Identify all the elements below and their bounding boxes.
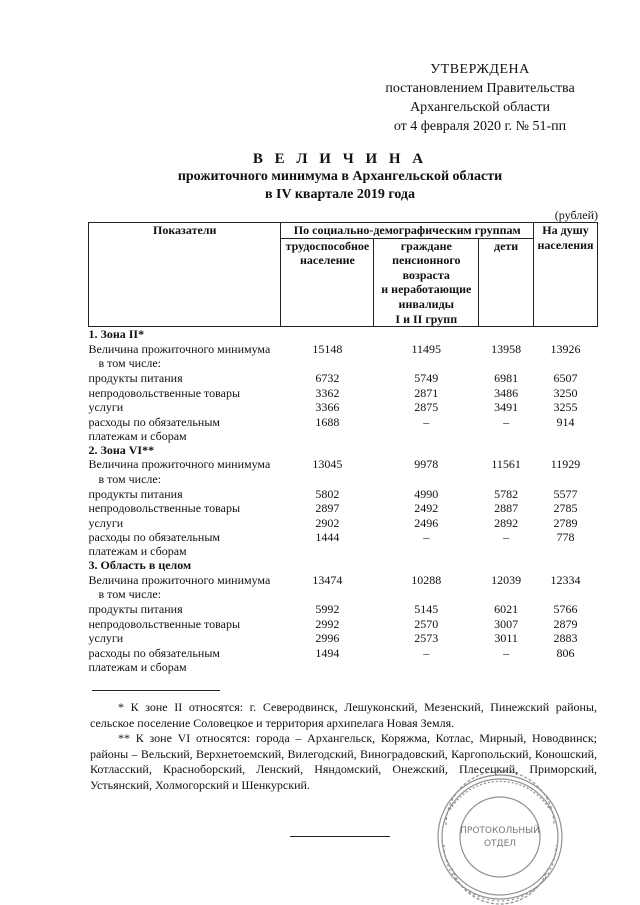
row-label: услуги [88, 515, 124, 530]
row-label-line-1: расходы по обязательным [88, 530, 220, 545]
header-working [281, 238, 374, 327]
bottom-separator [290, 836, 390, 837]
value-cell: 13958 [491, 341, 522, 356]
value-cell: – [503, 414, 510, 429]
value-cell: 2496 [414, 515, 439, 530]
value-cell: – [423, 414, 430, 429]
value-cell: 2785 [553, 501, 578, 516]
value-cell: 1444 [315, 530, 340, 545]
value-cell: 13926 [550, 341, 581, 356]
header-working-l2: население [299, 253, 355, 268]
value-cell: 6021 [494, 602, 519, 617]
value-cell: 5992 [315, 602, 340, 617]
title-line-3: в IV квартале 2019 года [264, 187, 416, 202]
value-cell: 2902 [315, 515, 340, 530]
value-cell: – [503, 645, 510, 660]
table-row [89, 386, 598, 401]
value-cell: 2875 [414, 400, 439, 415]
header-pension [374, 238, 479, 327]
header-pension-l2: пенсионного [392, 253, 461, 268]
table-row [89, 587, 598, 602]
value-cell: 2871 [414, 385, 439, 400]
value-cell: 2887 [494, 501, 519, 516]
value-cell: 2992 [315, 616, 340, 631]
header-per-capita-2: населения [534, 238, 598, 327]
value-cell: 5749 [414, 370, 439, 385]
header-pension-l1: граждане [400, 238, 452, 253]
table-row [89, 530, 598, 558]
value-cell: 2897 [315, 501, 340, 516]
value-cell: – [423, 645, 430, 660]
row-label: в том числе: [98, 471, 162, 486]
row-label: в том числе: [98, 356, 162, 371]
value-cell: 5145 [414, 602, 439, 617]
value-cell: 3491 [494, 400, 519, 415]
value-cell: 778 [556, 530, 575, 545]
row-label: в том числе: [98, 587, 162, 602]
footnote-separator [92, 690, 220, 691]
table-row [89, 573, 598, 588]
table-row [89, 516, 598, 531]
approval-line-4: от 4 февраля 2020 г. № 51-пп [393, 119, 567, 134]
approval-title: УТВЕРЖДЕНА [430, 62, 530, 77]
row-label: Величина прожиточного минимума [88, 572, 271, 587]
value-cell: 11495 [411, 341, 442, 356]
value-cell: 6981 [494, 370, 519, 385]
value-cell: 2789 [553, 515, 578, 530]
value-cell: 1494 [315, 645, 340, 660]
title-line-2: прожиточного минимума в Архангельской области [177, 169, 503, 184]
row-label: продукты питания [88, 602, 183, 617]
header-per-capita-1: На душу [534, 223, 598, 239]
value-cell: 2883 [553, 631, 578, 646]
row-label-line-2: платежам и сборам [88, 659, 187, 674]
value-cell: 2492 [414, 501, 439, 516]
subsistence-table [88, 222, 598, 674]
header-pension-l6: I и II групп [395, 311, 458, 326]
zone-row [89, 443, 598, 458]
seal-center-line-2: ОТДЕЛ [483, 839, 517, 849]
table-row [89, 400, 598, 415]
row-label-line-2: платежам и сборам [88, 544, 187, 559]
zone-row [89, 327, 598, 342]
row-label [89, 530, 281, 558]
value-cell: 9978 [414, 457, 439, 472]
row-label: Величина прожиточного минимума [88, 457, 271, 472]
row-label: продукты питания [88, 370, 183, 385]
value-cell: 2570 [414, 616, 439, 631]
row-label [89, 415, 281, 443]
zone-row [89, 558, 598, 573]
zone-label: 2. Зона VI** [88, 442, 155, 457]
header-children: дети [479, 238, 534, 327]
header-working-l1: трудоспособное [285, 238, 370, 253]
value-cell: 2996 [315, 631, 340, 646]
header-pension-l5: инвалиды [398, 296, 455, 311]
value-cell: 6732 [315, 370, 340, 385]
value-cell: 3250 [553, 385, 578, 400]
value-cell: 3366 [315, 400, 340, 415]
table-row [89, 356, 598, 371]
value-cell: 3255 [553, 400, 578, 415]
value-cell: 3486 [494, 385, 519, 400]
footnote-zone-6: ** К зоне VI относятся: города – Архангельск, Коряжма, Котлас, Мирный, Новодвинск; районы – Вельский, Верхнетоемский, Вилегодский, Виноградовский, Каргопольский, Коношский, Котласский, Красноборский, Ленский, Няндомский, Онежский, Плесецкий, Приморский, Устьянский, Холмогорский и Шенкурский. [90, 731, 597, 792]
row-label: продукты питания [88, 486, 183, 501]
table-row [89, 602, 598, 617]
table-row [89, 501, 598, 516]
header-pension-l4: и неработающие [381, 282, 472, 297]
approval-block [370, 60, 590, 136]
zone-label: 3. Область в целом [88, 558, 192, 573]
value-cell: 2879 [553, 616, 578, 631]
document-title [90, 150, 590, 204]
value-cell: 5782 [494, 486, 519, 501]
approval-line-3: Архангельской области [410, 100, 550, 115]
table-row [89, 342, 598, 357]
zone-label: 1. Зона II* [88, 327, 145, 342]
value-cell: 13474 [312, 572, 343, 587]
value-cell: 5766 [553, 602, 578, 617]
table-row [89, 631, 598, 646]
row-label: непродовольственные товары [88, 385, 241, 400]
header-pension-l3: возраста [402, 267, 450, 282]
row-label: услуги [88, 400, 124, 415]
value-cell: 1688 [315, 414, 340, 429]
value-cell: 4990 [414, 486, 439, 501]
value-cell: 806 [556, 645, 575, 660]
row-label-line-2: платежам и сборам [88, 428, 187, 443]
table-row [89, 457, 598, 472]
row-label: непродовольственные товары [88, 616, 241, 631]
row-label-line-1: расходы по обязательным [88, 645, 220, 660]
header-groups: По социально-демографическим группам [281, 223, 534, 239]
value-cell: 6507 [553, 370, 578, 385]
table-row [89, 617, 598, 632]
value-cell: 914 [556, 414, 575, 429]
table-body [89, 327, 598, 674]
value-cell: 10288 [411, 572, 442, 587]
value-cell: 11561 [491, 457, 521, 472]
table-row [89, 472, 598, 487]
row-label: Величина прожиточного минимума [88, 341, 271, 356]
value-cell: 3007 [494, 616, 519, 631]
value-cell: 5577 [553, 486, 578, 501]
row-label: услуги [88, 631, 124, 646]
approval-line-2: постановлением Правительства [385, 81, 575, 96]
table-row [89, 487, 598, 502]
value-cell: 2892 [494, 515, 519, 530]
footnote-zone-2: * К зоне II относятся: г. Северодвинск, Лешуконский, Мезенский, Пинежский районы, сельское поселение Соловецкое и территория архипелага Новая Земля. [90, 700, 597, 730]
row-label-line-1: расходы по обязательным [88, 414, 220, 429]
table-row [89, 646, 598, 674]
value-cell: 5802 [315, 486, 340, 501]
row-label: непродовольственные товары [88, 501, 241, 516]
seal-center-line-1: ПРОТОКОЛЬНЫЙ [460, 826, 540, 836]
seal-stamp [430, 770, 570, 905]
value-cell: – [503, 530, 510, 545]
value-cell: 15148 [312, 341, 343, 356]
header-indicators: Показатели [89, 223, 281, 327]
title-line-1: В Е Л И Ч И Н А [252, 151, 428, 167]
table-row [89, 371, 598, 386]
value-cell: 3011 [494, 631, 518, 646]
value-cell: 12334 [550, 572, 581, 587]
table-row [89, 415, 598, 443]
value-cell: 2573 [414, 631, 439, 646]
value-cell: – [423, 530, 430, 545]
row-label [89, 646, 281, 674]
units-label: (рублей) [554, 208, 598, 222]
value-cell: 13045 [312, 457, 343, 472]
value-cell: 11929 [550, 457, 581, 472]
value-cell: 3362 [315, 385, 340, 400]
value-cell: 12039 [491, 572, 522, 587]
